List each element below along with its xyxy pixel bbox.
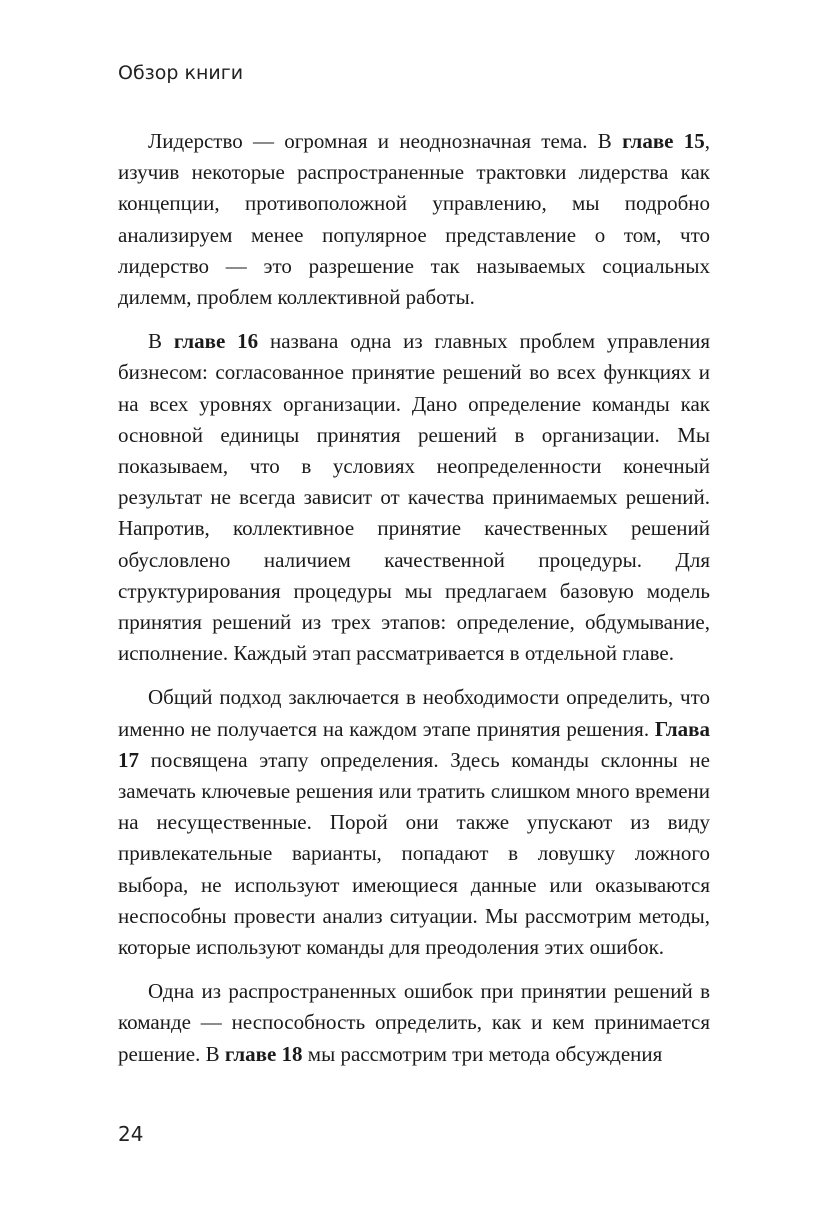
text-run: Лидерство — огромная и неоднозначная тема. В (148, 129, 623, 153)
paragraph (118, 976, 710, 1070)
page-number: 24 (118, 1122, 144, 1146)
chapter-ref: Глава 17 (118, 716, 710, 772)
text-run: мы рассмотрим три метода обсуждения (302, 1041, 663, 1066)
text-run: посвящена этапу определения. Здесь команды склонны не замечать ключевые решения или тратить слишком много времени на несущественные. Порой они также упускают из виду привлекательные варианты, попадают в ловушку ложного выбора, не используют имеющиеся данные или оказываются неспособны провести анализ ситуации. Мы рассмотрим методы, которые используют команды для преодоления этих ошибок. (118, 747, 710, 960)
paragraph (118, 682, 710, 963)
chapter-ref: главе 16 (173, 329, 259, 354)
text-run: названа одна из главных проблем управления бизнесом: согласованное принятие решений во всех функциях и на всех уровнях организации. Дано определение команды как основной единицы принятия решений в организации. Мы показываем, что в условиях неопределенности конечный результат не всегда зависит от качества принимаемых решений. Напротив, коллективное принятие качественных решений обусловлено наличием качественной процедуры. Для структурирования процедуры мы предлагаем базовую модель принятия решений из трех этапов: определение, обдумывание, исполнение. Каждый этап рассматривается в отдельной главе. (118, 329, 710, 666)
paragraph (118, 126, 710, 313)
body-text (118, 126, 710, 1083)
text-run: , изучив некоторые распространенные трактовки лидерства как концепции, противоположной управлению, мы подробно анализируем менее популярное представление о том, что лидерство — это разрешение так называемых социальных дилемм, проблем коллективной работы. (118, 129, 711, 310)
text-run: В (148, 329, 174, 354)
paragraph (118, 326, 710, 669)
text-run: Одна из распространенных ошибок при принятии решений в команде — неспособность определить, как и кем принимается решение. В (118, 979, 710, 1066)
running-head: Обзор книги (118, 62, 244, 84)
text-run: Общий подход заключается в необходимости определить, что именно не получается на каждом этапе принятия решения. (118, 685, 710, 741)
chapter-ref: главе 15 (622, 129, 705, 153)
chapter-ref: главе 18 (224, 1041, 303, 1066)
